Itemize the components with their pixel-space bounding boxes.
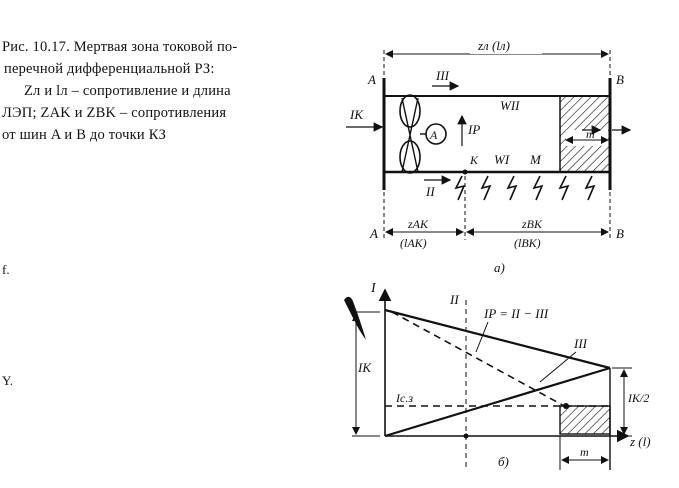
curve-ip (392, 312, 568, 408)
fault-mark (534, 176, 542, 200)
label-b-top: B (616, 72, 624, 87)
label-m-point: M (530, 152, 541, 167)
sublabel-a: a) (494, 260, 505, 275)
caption-line-1: Рис. 10.17. Мертвая зона токовой по- (2, 39, 238, 55)
sublabel-b: б) (498, 454, 509, 469)
fault-mark (508, 176, 516, 200)
axis-z-label: z (l) (630, 434, 651, 449)
label-w1: WI (494, 152, 510, 167)
caption-line-5: от шин A и B до точки КЗ (2, 127, 167, 143)
label-ik-half: IK/2 (628, 391, 650, 405)
label-ik-a: IK (350, 107, 363, 122)
label-b-bottom: B (616, 226, 624, 241)
label-i2-b: III (574, 336, 587, 351)
label-i1-a: II (426, 184, 435, 199)
caption-line-4: ЛЭП; ZAK и ZBK – сопротивления (2, 105, 227, 121)
label-l-bk: (lBK) (514, 236, 541, 250)
fault-mark (560, 176, 568, 200)
relay-label: A (430, 128, 438, 142)
caption-line-2: перечной дифференциальной РЗ: (4, 61, 215, 77)
label-icz: Ic.з (396, 391, 414, 405)
label-m-a: m (586, 127, 595, 141)
label-z-bk: zBK (522, 217, 543, 231)
label-l-ak: (lAK) (400, 236, 427, 250)
dead-zone-b (560, 406, 610, 434)
fault-mark (456, 176, 464, 200)
fault-mark (482, 176, 490, 200)
point-k (463, 170, 468, 175)
label-i1-b: II (450, 292, 459, 307)
stray-mark-2: Y. (2, 373, 13, 388)
label-i2-a: III (436, 68, 449, 83)
label-w2: WII (500, 98, 520, 113)
stray-mark-1: f. (2, 262, 10, 277)
label-m-b: m (580, 445, 589, 459)
label-ip-a: IP (468, 122, 481, 137)
label-a-bottom: A (370, 226, 378, 241)
diagram-a (346, 38, 630, 275)
diagram-b (344, 281, 651, 470)
label-ip-formula: IP = II − III (484, 306, 549, 321)
label-ik-b: IK (358, 360, 371, 375)
label-a-top: A (368, 72, 376, 87)
caption-line-3: Zл и lл – сопротивление и длина (24, 83, 231, 99)
label-z-line: zл (lл) (478, 38, 510, 53)
ink-blot (344, 297, 366, 340)
fault-mark (586, 176, 594, 200)
label-k-point: K (470, 153, 479, 167)
axis-i-label: I (371, 281, 376, 296)
label-z-ak: zAK (408, 217, 429, 231)
